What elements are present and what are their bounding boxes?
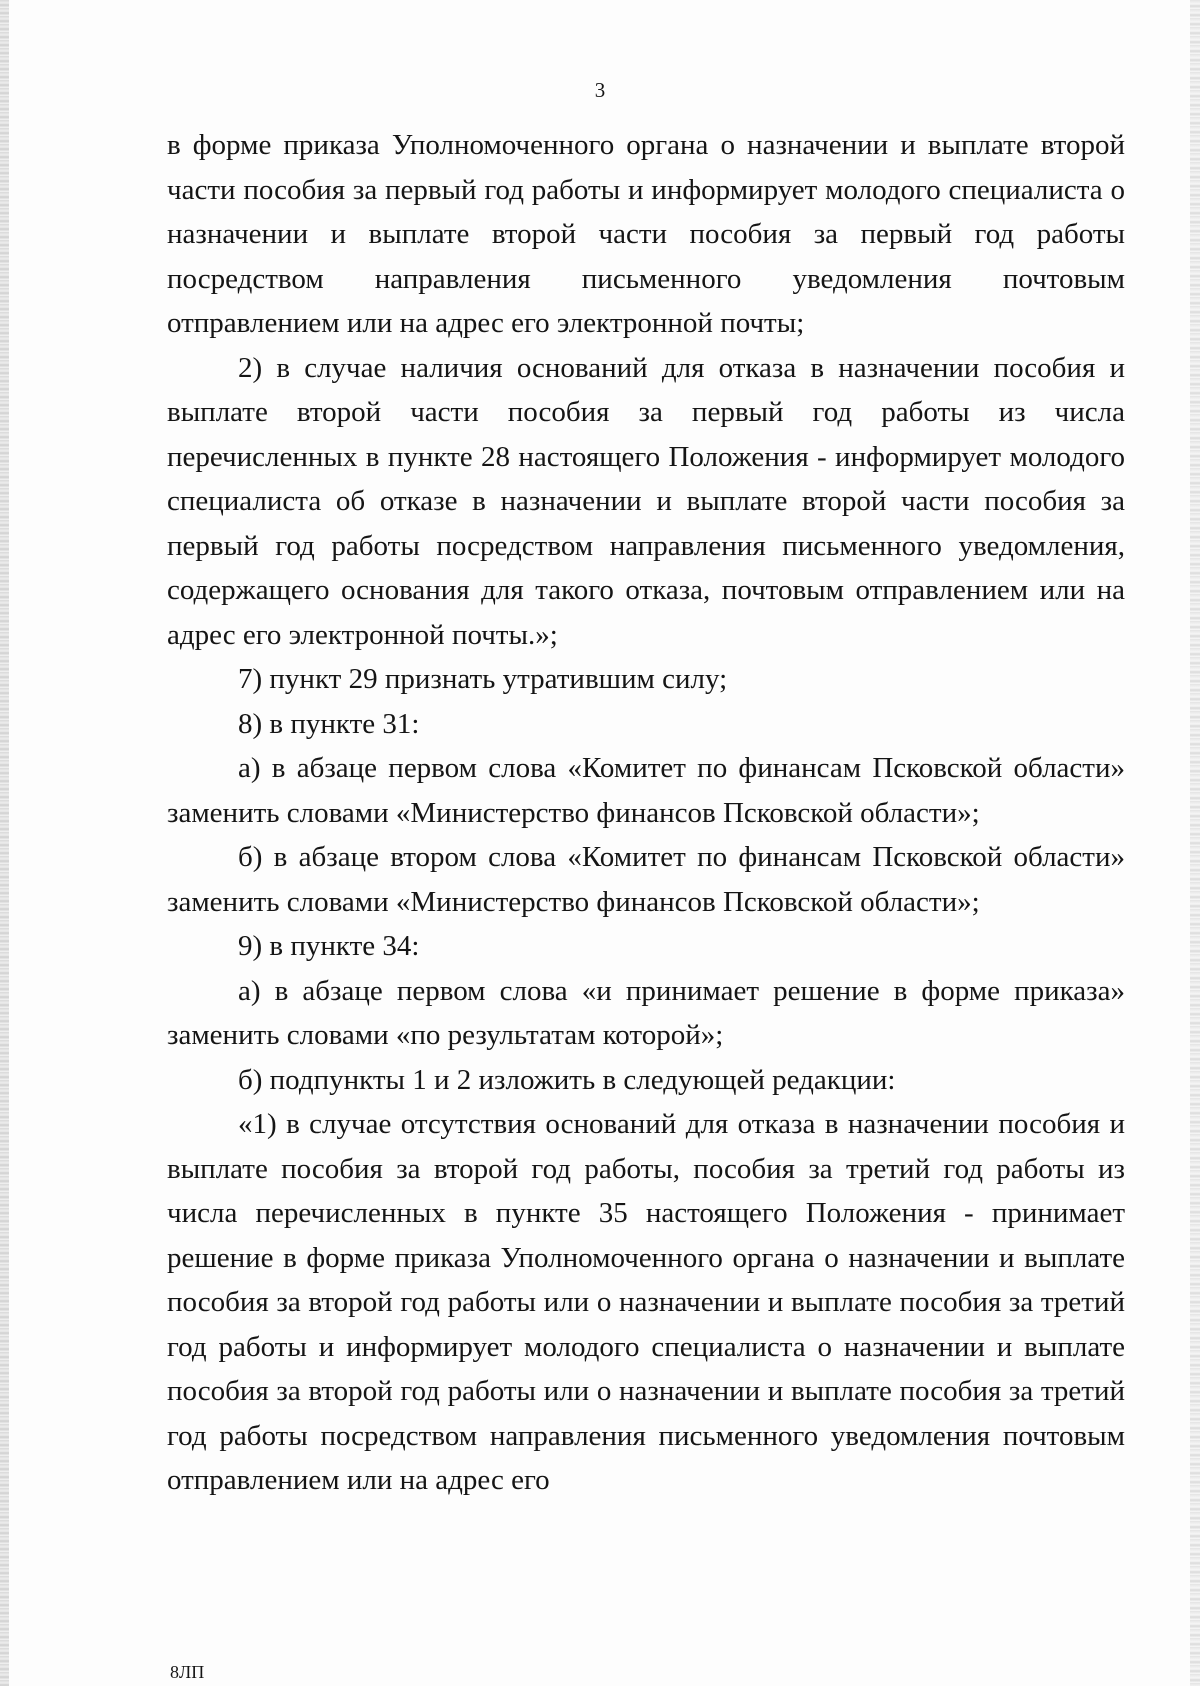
paragraph: 8) в пункте 31: — [238, 707, 420, 740]
document-body — [167, 123, 1125, 1503]
scan-edge-right — [1190, 0, 1200, 1686]
paragraph: 9) в пункте 34: — [238, 930, 420, 962]
paragraph: 7) пункт 29 признать утратившим силу; — [238, 663, 728, 695]
footer-document-code: 8ЛП — [170, 1662, 205, 1682]
paragraph: а) в абзаце первом слова «Комитет по финансам Псковской области» заменить словами «Министерство финансов Псковской области»; — [167, 752, 1125, 829]
paragraph: 2) в случае наличия оснований для отказа в назначении пособия и выплате второй части пособия за первый год работы из числа перечисленных в пункте 28 настоящего Положения - информирует молодого специалиста об отказе в назначении и выплате второй части пособия за первый год работы посредством направления письменного уведомления, содержащего основания для такого отказа, почтовым отправлением или на адрес его электронной почты.»; — [167, 351, 1125, 651]
paragraph: «1) в случае отсутствия оснований для отказа в назначении пособия и выплате пособия за второй год работы, пособия за третий год работы из числа перечисленных в пункте 35 настоящего Положения - принимает решение в форме приказа Уполномоченного органа о назначении и выплате пособия за второй год работы или о назначении и выплате пособия за третий год работы и информирует молодого специалиста о назначении и выплате пособия за второй год работы или о назначении и выплате пособия за третий год работы посредством направления письменного уведомления почтовым отправлением или на адрес его — [167, 1108, 1125, 1496]
scan-edge-left — [0, 0, 9, 1686]
paragraph: в форме приказа Уполномоченного органа о назначении и выплате второй части пособия за первый год работы и информирует молодого специалиста о назначении и выплате второй части пособия за первый год работы посредством направления письменного уведомления почтовым отправлением или на адрес его электронной почты; — [167, 129, 1125, 339]
paragraph: б) в абзаце втором слова «Комитет по финансам Псковской области» заменить словами «Министерство финансов Псковской области»; — [167, 841, 1125, 918]
paragraph: б) подпункты 1 и 2 изложить в следующей редакции: — [238, 1063, 896, 1096]
paragraph: а) в абзаце первом слова «и принимает решение в форме приказа» заменить словами «по результатам которой»; — [167, 974, 1125, 1051]
page-number: 3 — [594, 78, 606, 102]
